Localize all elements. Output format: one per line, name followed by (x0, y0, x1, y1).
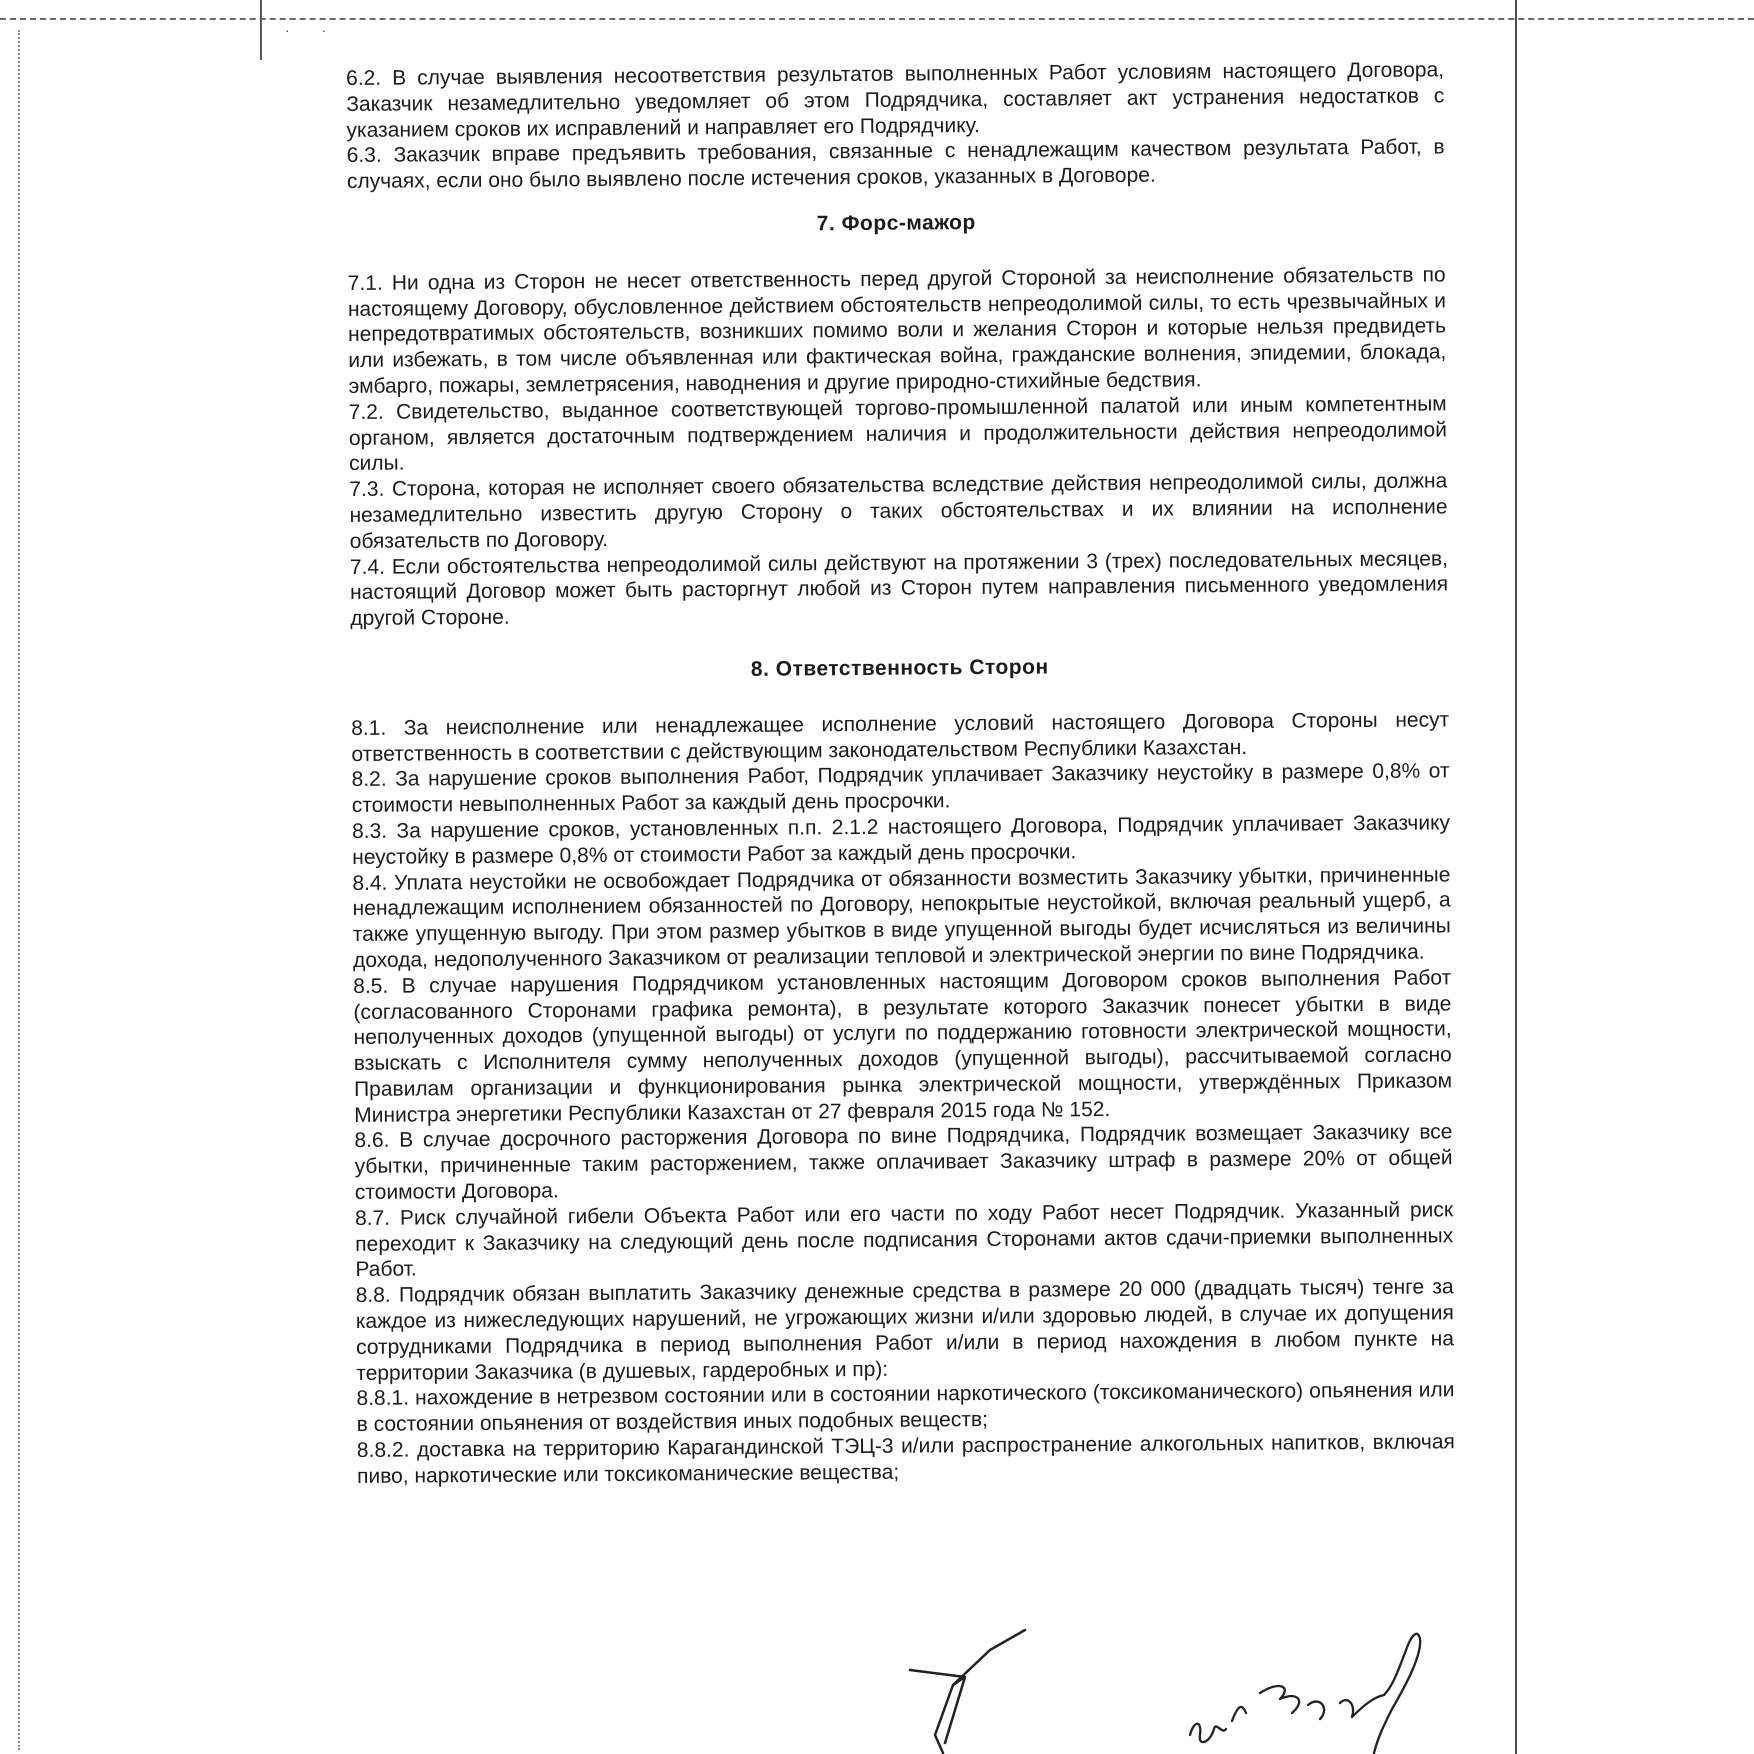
paragraph-8-7: 8.7. Риск случайной гибели Объекта Работ или его части по ходу Работ несет Подрядчик. Указанный риск переходит к Заказчику на следующий день после подписания Сторонами актов сдачи-приемки выполненных Работ. (354, 1198, 1454, 1282)
paragraph-8-8-1: 8.8.1. нахождение в нетрезвом состоянии или в состоянии наркотического (токсикоманического) опьянения или в состоянии опьянения от воздействия иных подобных веществ; (356, 1378, 1455, 1437)
scan-top-border (0, 18, 1754, 20)
scan-right-border (1515, 0, 1517, 1754)
paragraph-7-3: 7.3. Сторона, которая не исполняет своего обязательства вследствие действия непреодолимой силы, должна незамедлительно известить другую Сторону о таких обстоятельствах и их влиянии на исполнение обязательств по Договору. (349, 469, 1448, 553)
paragraph-8-1: 8.1. За неисполнение или ненадлежащее исполнение условий настоящего Договора Стороны несут ответственность в соответствии с действующим законодательством Республики Казахстан. (351, 708, 1450, 766)
paragraph-7-2: 7.2. Свидетельство, выданное соответствующей торгово-промышленной палатой или иным компетентным органом, является достаточным подтверждением наличия и продолжительности действия непреодолимой силы. (348, 392, 1447, 476)
signature-left-icon (905, 1625, 1055, 1754)
paragraph-7-1: 7.1. Ни одна из Сторон не несет ответственность перед другой Стороной за неисполнение обязательств по настоящему Договору, обусловленное действием обстоятельств непреодолимой силы, то есть чрезвычайных и непредотвратимых обстоятельств, возникших помимо воли и желания Сторон и которые нельзя предвидеть или избежать, в том числе объявленная или фактическая война, гражданские волнения, эпидемии, блокада, эмбарго, пожары, землетрясения, наводнения и другие природно-стихийные бедствия. (347, 263, 1447, 398)
scan-specks: · · (285, 22, 341, 38)
paragraph-6-2: 6.2. В случае выявления несоответствия результатов выполненных Работ условиям настоящего Договора, Заказчик незамедлительно уведомляет об этом Подрядчика, составляет акт устранения недостатков с указанием сроков их исправлений и направляет его Подрядчику. (346, 58, 1445, 142)
paragraph-8-3: 8.3. За нарушение сроков, установленных п.п. 2.1.2 настоящего Договора, Подрядчик уплачивает Заказчику неустойку в размере 0,8% от стоимости Работ за каждый день просрочки. (351, 811, 1451, 869)
paragraph-8-2: 8.2. За нарушение сроков выполнения Работ, Подрядчик уплачивает Заказчику неустойку в размере 0,8% от стоимости невыполненных Работ за каждый день просрочки. (351, 759, 1450, 818)
paragraph-8-4: 8.4. Уплата неустойки не освобождает Подрядчика от обязанности возместить Заказчику убытки, причиненные ненадлежащим исполнением обязанностей по Договору, непокрытые неустойкой, включая реальный ущерб, а также упущенную выгоду. При этом размер убытков в виде упущенной выгоды будет исчисляться из величины дохода, недополученного Заказчиком от реализации тепловой и электрической энергии по вине Подрядчика. (352, 862, 1451, 972)
paragraph-8-8-2: 8.8.2. доставка на территорию Карагандинской ТЭЦ-3 и/или распространение алкогольных напитков, включая пиво, наркотические или токсикоманические вещества; (356, 1430, 1455, 1488)
paragraph-6-3: 6.3. Заказчик вправе предъявить требования, связанные с ненадлежащим качеством результата Работ, в случаях, если оно было выявлено после истечения сроков, указанных в Договоре. (346, 135, 1445, 194)
paragraph-8-6: 8.6. В случае досрочного расторжения Договора по вине Подрядчика, Подрядчик возмещает Заказчику все убытки, причиненные таким расторжением, также оплачивает Заказчику штраф в размере 20% от общей стоимости Договора. (354, 1120, 1453, 1205)
signature-right-icon (1180, 1625, 1480, 1754)
paragraph-7-4: 7.4. Если обстоятельства непреодолимой силы действуют на протяжении 3 (трех) последовательных месяцев, настоящий Договор может быть расторгнут любой из Сторон путем направления письменного уведомления другой Стороне. (349, 546, 1449, 631)
document-body (346, 57, 1455, 1489)
section-8-heading: 8. Ответственность Сторон (750, 655, 1049, 681)
paragraph-8-5: 8.5. В случае нарушения Подрядчиком установленных настоящим Договором сроков выполнения Работ (согласованного Сторонами графика ремонта), в результате которого Заказчик понесет убытки в виде неполученных доходов (упущенной выгоды) от услуги по поддержанию готовности электрической мощности, взыскать с Исполнителя сумму неполученных доходов (упущенной выгоды), рассчитываемой согласно Правилам организации и функционирования рынка электрической мощности, утверждённых Приказом Министра энергетики Республики Казахстан от 27 февраля 2015 года № 152. (353, 966, 1453, 1127)
paragraph-8-8: 8.8. Подрядчик обязан выплатить Заказчику денежные средства в размере 20 000 (двадцать тысяч) тенге за каждое из нижеследующих нарушений, не угрожающих жизни и/или здоровью людей, в случае их допущения сотрудниками Подрядчика в период выполнения Работ и/или в период нахождения в любом пункте на территории Заказчика (в душевых, гардеробных и пр): (355, 1275, 1455, 1385)
scan-left-edge (18, 30, 20, 1750)
scan-fold-mark (260, 0, 262, 60)
section-7-heading: 7. Форс-мажор (816, 211, 976, 236)
